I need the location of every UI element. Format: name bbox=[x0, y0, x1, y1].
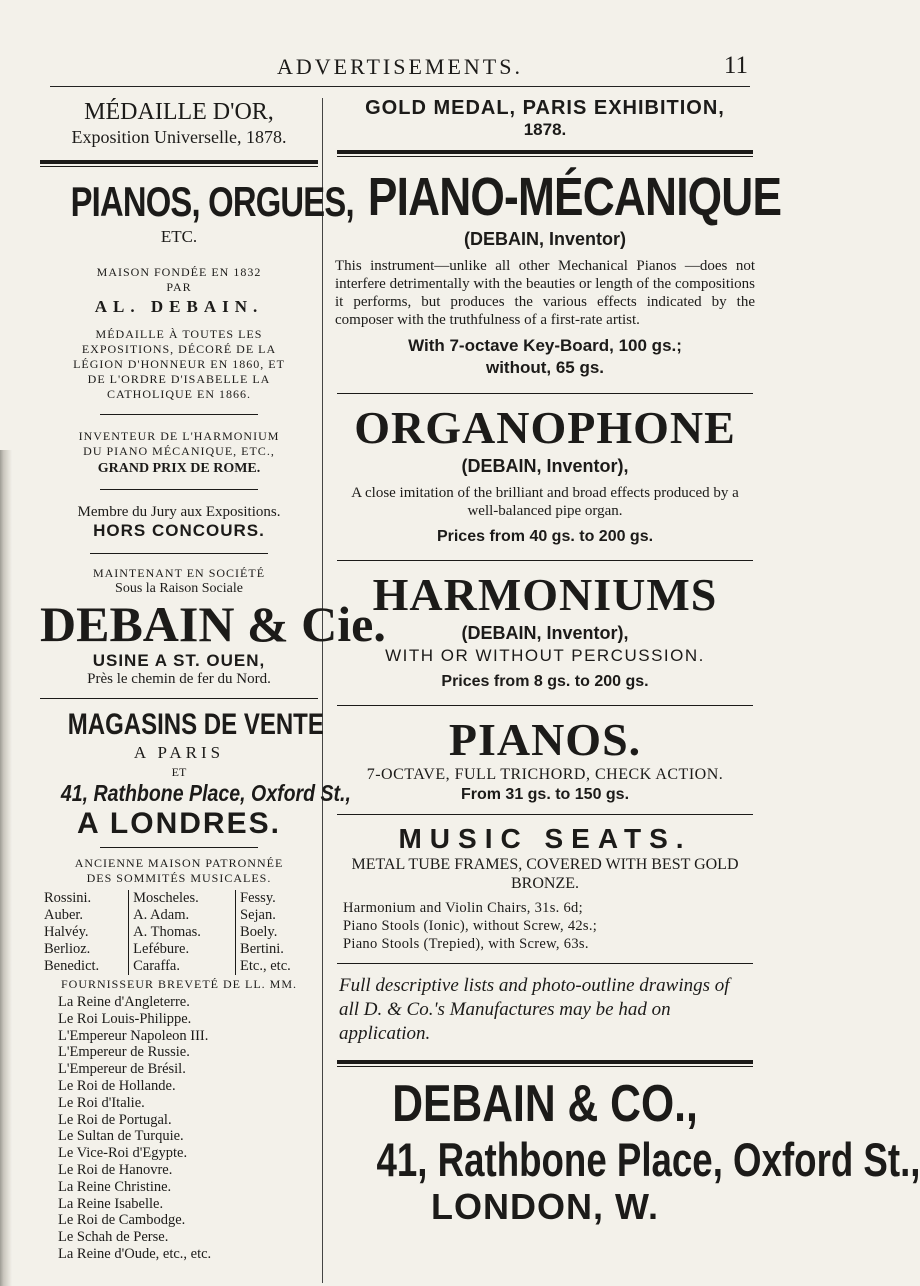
patrons-list bbox=[40, 994, 318, 1263]
page-header bbox=[0, 46, 800, 86]
list-item: Le Roi Louis-Philippe. bbox=[58, 1010, 192, 1027]
maison-fondee: MAISON FONDÉE EN 1832 bbox=[96, 265, 262, 279]
section-rule bbox=[100, 414, 258, 415]
harm-price: Prices from 8 gs. to 200 gs. bbox=[441, 673, 649, 690]
inventeur-line: DU PIANO MÉCANIQUE, ETC., bbox=[83, 444, 275, 458]
section-rule bbox=[40, 698, 318, 699]
al-debain: AL. DEBAIN. bbox=[94, 297, 264, 316]
medaille-line: DE L'ORDRE D'ISABELLE LA bbox=[87, 372, 271, 386]
pm-keys-price-without: without, 65 gs. bbox=[485, 358, 605, 377]
des-sommites: DES SOMMITÉS MUSICALES. bbox=[86, 871, 272, 885]
right-advertisement bbox=[329, 92, 920, 1227]
musician-name: Bertini. bbox=[236, 941, 318, 958]
magasins-title: MAGASINS DE VENTE bbox=[67, 708, 324, 741]
section-rule bbox=[100, 489, 258, 490]
medaille-block bbox=[40, 327, 318, 402]
a-londres: A LONDRES. bbox=[77, 807, 281, 840]
etc-label: ETC. bbox=[160, 227, 198, 246]
org-description: A close imitation of the brilliant and broad effects produced by a well-balanced pipe organ. bbox=[351, 485, 739, 519]
harmoniums-title: HARMONIUMS bbox=[372, 569, 718, 620]
a-paris: A PARIS bbox=[133, 743, 225, 762]
hors-concours: HORS CONCOURS. bbox=[93, 521, 265, 540]
section-rule bbox=[100, 847, 258, 848]
musician-name: Auber. bbox=[44, 907, 84, 923]
section-rule bbox=[337, 393, 753, 394]
page-number: 11 bbox=[723, 52, 748, 79]
list-item: Piano Stools (Trepied), with Screw, 63s. bbox=[343, 936, 589, 952]
table-row bbox=[40, 890, 318, 907]
medal-heading: MÉDAILLE D'OR, bbox=[84, 99, 274, 125]
thick-rule bbox=[40, 160, 318, 164]
london-w: LONDON, W. bbox=[431, 1186, 659, 1227]
exposition-line: Exposition Universelle, 1878. bbox=[71, 127, 287, 147]
grand-prix: GRAND PRIX DE ROME. bbox=[97, 461, 261, 476]
harm-inventor: (DEBAIN, Inventor), bbox=[461, 623, 629, 643]
list-item: Piano Stools (Ionic), without Screw, 42s.; bbox=[343, 918, 598, 934]
section-rule bbox=[337, 705, 753, 706]
par-label: PAR bbox=[166, 280, 192, 294]
musician-name: Fessy. bbox=[236, 890, 318, 907]
usine-line: USINE A ST. OUEN, bbox=[92, 651, 266, 670]
pianos-title: PIANOS. bbox=[448, 714, 642, 765]
maintenant-line: MAINTENANT EN SOCIÉTÉ bbox=[92, 566, 266, 580]
seats-metal: METAL TUBE FRAMES, COVERED WITH BEST GOLD BRONZE. bbox=[351, 856, 739, 892]
debain-co-name: DEBAIN & CO., bbox=[392, 1075, 698, 1133]
pm-inventor: (DEBAIN, Inventor) bbox=[464, 229, 626, 249]
gold-medal-heading: GOLD MEDAL, PARIS EXHIBITION, bbox=[365, 97, 725, 119]
rathbone-address: 41, Rathbone Place, Oxford St., bbox=[376, 1133, 920, 1186]
pianos-orgues-title: PIANOS, ORGUES, bbox=[70, 178, 354, 225]
left-advertisement bbox=[40, 92, 386, 1263]
musician-name: Benedict. bbox=[44, 958, 100, 974]
seats-list bbox=[329, 899, 761, 953]
musician-name: A. Thomas. bbox=[129, 924, 236, 941]
et-label: ET bbox=[171, 765, 187, 779]
musician-name: Lefébure. bbox=[129, 941, 236, 958]
section-rule bbox=[337, 963, 753, 964]
list-item: Le Vice-Roi d'Egypte. bbox=[58, 1145, 188, 1162]
list-item: Le Roi de Hollande. bbox=[58, 1077, 176, 1094]
full-descriptive-note: Full descriptive lists and photo-outline drawings of all D. & Co.'s Manufactures may be had on application. bbox=[339, 975, 730, 1044]
musician-name: Caraffa. bbox=[129, 958, 236, 975]
thin-rule bbox=[40, 166, 318, 167]
musician-name: Etc., etc. bbox=[236, 958, 318, 975]
music-seats-title: MUSIC SEATS. bbox=[398, 823, 692, 854]
org-inventor: (DEBAIN, Inventor), bbox=[461, 456, 629, 476]
running-title: ADVERTISEMENTS. bbox=[277, 54, 523, 79]
fournisseur-line: FOURNISSEUR BREVETÉ DE LL. MM. bbox=[60, 977, 297, 991]
header-rule bbox=[50, 86, 750, 87]
org-price: Prices from 40 gs. to 200 gs. bbox=[436, 528, 654, 545]
list-item: La Reine Isabelle. bbox=[58, 1195, 164, 1212]
exhibition-year: 1878. bbox=[523, 120, 567, 139]
musician-name: Sejan. bbox=[236, 907, 318, 924]
list-item: Harmonium and Violin Chairs, 31s. 6d; bbox=[343, 900, 583, 916]
ancienne-maison: ANCIENNE MAISON PATRONNÉE bbox=[74, 856, 284, 870]
musician-name: Berlioz. bbox=[44, 941, 91, 957]
list-item: La Reine d'Angleterre. bbox=[58, 994, 190, 1010]
list-item: L'Empereur de Russie. bbox=[58, 1044, 190, 1061]
book-gutter-shadow bbox=[0, 450, 12, 1286]
raison-sociale: Sous la Raison Sociale bbox=[115, 581, 243, 596]
list-item: L'Empereur de Brésil. bbox=[58, 1061, 186, 1078]
thick-rule bbox=[337, 1060, 753, 1064]
musician-name: Moscheles. bbox=[129, 890, 236, 907]
table-row bbox=[40, 941, 318, 958]
membre-line: Membre du Jury aux Expositions. bbox=[77, 504, 281, 520]
pm-keys-price: With 7-octave Key-Board, 100 gs.; bbox=[408, 336, 682, 355]
company-name: DEBAIN & Cie. bbox=[40, 596, 386, 652]
inventeur-line: INVENTEUR DE L'HARMONIUM bbox=[78, 429, 280, 443]
musician-name: Halvéy. bbox=[44, 924, 89, 940]
thin-rule bbox=[337, 1066, 753, 1067]
list-item: Le Roi de Portugal. bbox=[58, 1111, 172, 1128]
table-row bbox=[40, 958, 318, 975]
musician-name: Rossini. bbox=[44, 890, 92, 906]
harm-percussion: WITH OR WITHOUT PERCUSSION. bbox=[385, 646, 705, 665]
table-row bbox=[40, 907, 318, 924]
list-item: La Reine Christine. bbox=[58, 1178, 172, 1195]
list-item: Le Roi d'Italie. bbox=[58, 1094, 145, 1111]
musicians-table bbox=[40, 890, 318, 975]
list-item: Le Sultan de Turquie. bbox=[58, 1128, 184, 1145]
pianos-description: 7-OCTAVE, FULL TRICHORD, CHECK ACTION. bbox=[366, 766, 724, 783]
table-row bbox=[40, 924, 318, 941]
section-rule bbox=[337, 814, 753, 815]
list-item: Le Schah de Perse. bbox=[58, 1229, 169, 1246]
list-item: Le Roi de Hanovre. bbox=[58, 1161, 173, 1178]
medaille-line: CATHOLIQUE EN 1866. bbox=[107, 387, 251, 401]
musician-name: A. Adam. bbox=[129, 907, 236, 924]
column-divider bbox=[322, 98, 323, 1283]
musician-name: Boely. bbox=[236, 924, 318, 941]
list-item: La Reine d'Oude, etc., etc. bbox=[58, 1245, 212, 1262]
organophone-title: ORGANOPHONE bbox=[354, 402, 736, 453]
thick-rule bbox=[337, 150, 753, 154]
section-rule bbox=[90, 553, 268, 554]
pres-line: Près le chemin de fer du Nord. bbox=[87, 671, 271, 687]
london-address: 41, Rathbone Place, Oxford St., bbox=[60, 780, 351, 806]
medaille-line: MÉDAILLE À TOUTES LES bbox=[95, 327, 263, 341]
section-rule bbox=[337, 560, 753, 561]
pm-description: This instrument—unlike all other Mechanical Pianos —does not interfere detrimentally with the beauties or length of the compositions it performs, but produces the various effects indicated by the composer with the truthfulness of a first-rate artist. bbox=[335, 258, 755, 328]
list-item: Le Roi de Cambodge. bbox=[58, 1212, 186, 1229]
piano-mecanique-title: PIANO-MÉCANIQUE bbox=[367, 167, 782, 227]
pianos-price: From 31 gs. to 150 gs. bbox=[460, 786, 630, 803]
thin-rule bbox=[337, 156, 753, 157]
medaille-line: LÉGION D'HONNEUR EN 1860, ET bbox=[73, 357, 285, 371]
list-item: L'Empereur Napoleon III. bbox=[58, 1027, 209, 1044]
medaille-line: EXPOSITIONS, DÉCORÉ DE LA bbox=[81, 342, 277, 356]
